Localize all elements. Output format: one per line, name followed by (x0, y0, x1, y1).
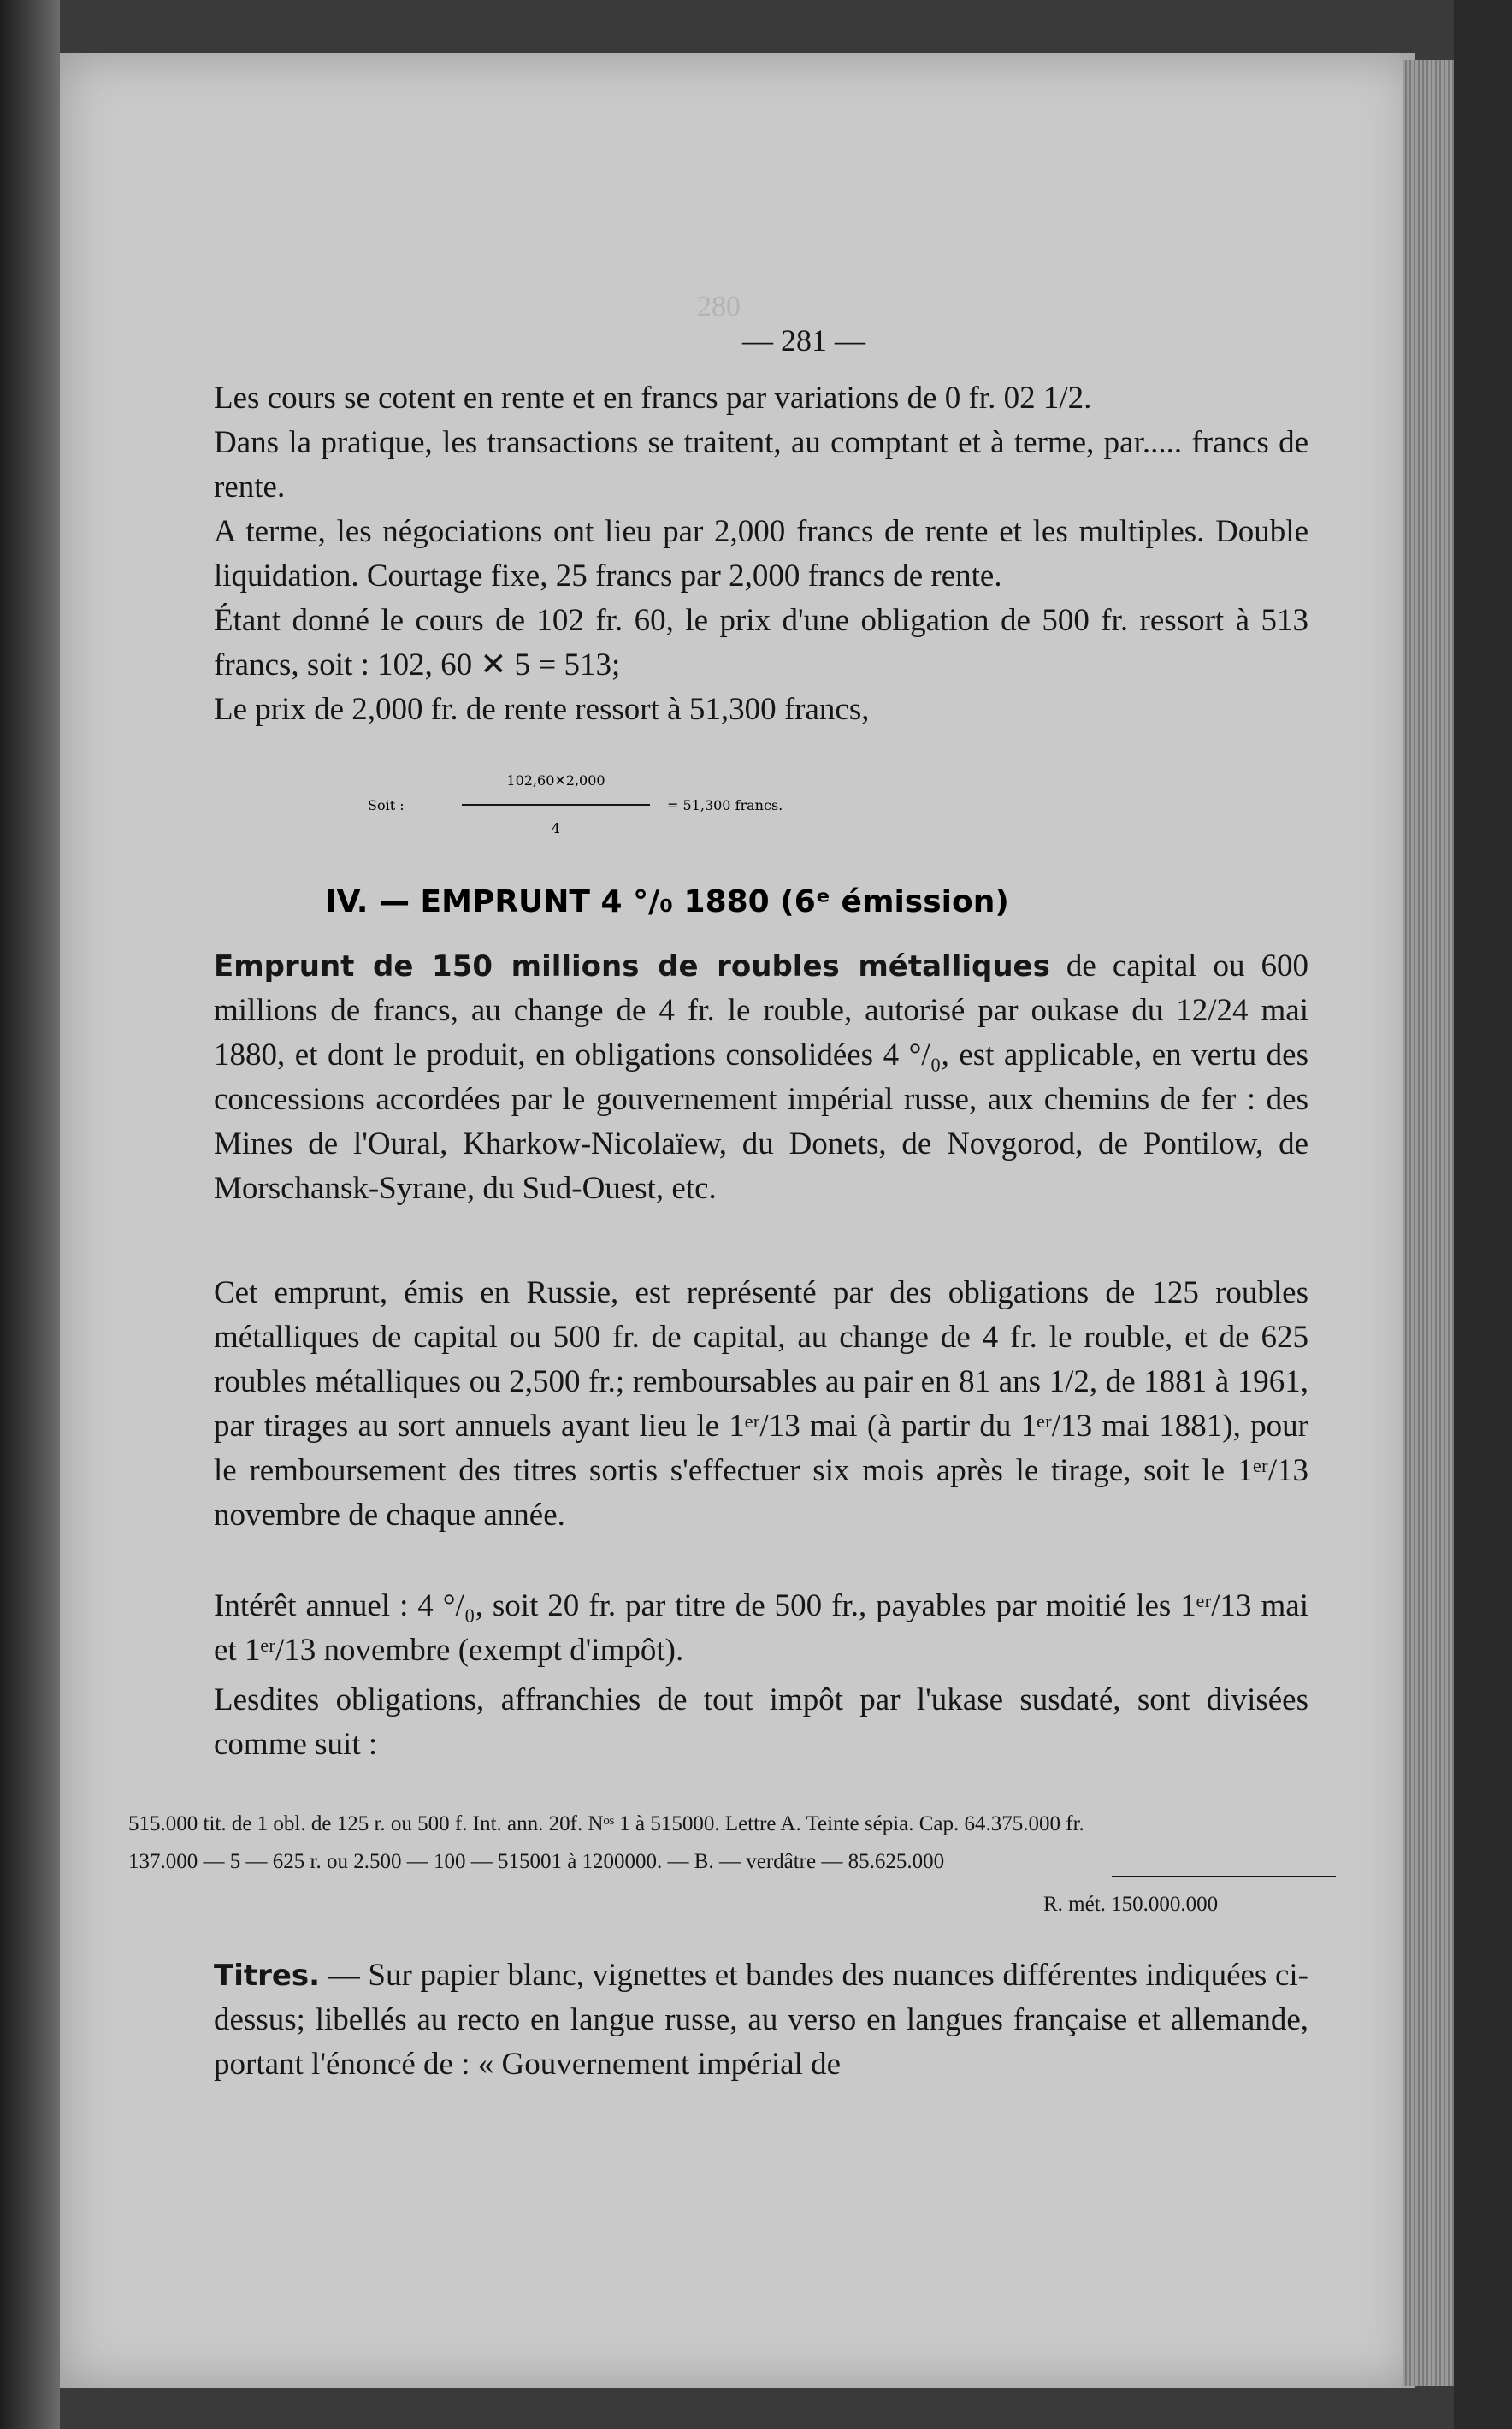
paragraph-emprunt (214, 944, 1308, 1211)
paragraph-cotation: Les cours se cotent en rente et en francs par variations de 0 fr. 02 1/2. (214, 381, 1092, 416)
titres-label: Titres. (214, 1959, 321, 1993)
titres-text: — Sur papier blanc, vignettes et bandes des nuances différentes indiquées ci-dessus; libellés au recto en langue russe, au verso en langues française et allemande, portant l'énoncé de : « Gouvernement impérial de (214, 1958, 1308, 2082)
adjacent-page-edge (0, 0, 60, 2429)
formula-soit: Soit : (368, 797, 405, 813)
fraction-bar (462, 804, 650, 806)
paragraph-prix-rente: Le prix de 2,000 fr. de rente ressort à 51,300 francs, (214, 692, 870, 727)
page-edge-stack (1403, 60, 1454, 2386)
section-heading: IV. — EMPRUNT 4 °/₀ 1880 (6ᵉ émission) (325, 884, 1009, 919)
paragraph-cours: Étant donné le cours de 102 fr. 60, le prix d'une obligation de 500 fr. ressort à 513 francs, soit : 102, 60 ✕ 5 = 513; (214, 603, 1308, 683)
formula-result: = 51,300 francs. (667, 797, 783, 813)
book-page (60, 53, 1415, 2388)
paragraph-titres (214, 1953, 1308, 2087)
table-total: R. mét. 150.000.000 (1043, 1893, 1219, 1916)
formula-fraction (462, 761, 650, 848)
table-row: 515.000 tit. de 1 obl. de 125 r. ou 500 f. Int. ann. 20f. Nᵒˢ 1 à 515000. Lettre A. Teinte sépia. Cap. 64.375.000 fr. (128, 1812, 1084, 1835)
bleed-through-page-number: 280 (697, 291, 741, 322)
formula-denominator: 4 (551, 820, 561, 836)
formula (368, 761, 1137, 855)
paragraph-terme: A terme, les négociations ont lieu par 2,000 francs de rente et les multiples. Double liquidation. Courtage fixe, 25 francs par 2,000 francs de rente. (214, 514, 1308, 594)
emprunt-lead-rest: de capital ou 600 millions de francs, au change de 4 fr. le rouble, autorisé par oukase du 12/24 mai 1880, et dont le produit, en obligations consolidées 4 °/₀, est applicable, en vertu des concessions accordées par le gouvernement impérial russe, aux chemins de fer : des Mines de l'Oural, Kharkow-Nicolaïew, du Donets, de Novgorod, de Pontilow, de Morschansk-Syrane, du Sud-Ouest, etc. (214, 949, 1308, 1206)
paragraph-obligations: Cet emprunt, émis en Russie, est représenté par des obligations de 125 roubles métalliques de capital ou 500 fr. de capital, au change de 4 fr. le rouble, et de 625 roubles métalliques ou 2,500 fr.; remboursables au pair en 81 ans 1/2, de 1881 à 1961, par tirages au sort annuels ayant lieu le 1ᵉʳ/13 mai (à partir du 1ᵉʳ/13 mai 1881), pour le remboursement des titres sortis s'effectuer six mois après le tirage, soit le 1ᵉʳ/13 novembre de chaque année. (214, 1275, 1308, 1533)
table-row: 137.000 — 5 — 625 r. ou 2.500 — 100 — 515001 à 1200000. — B. — verdâtre — 85.625.000 (128, 1850, 945, 1873)
paragraph-divisions: Lesdites obligations, affranchies de tout impôt par l'ukase susdaté, sont divisées comme suit : (214, 1682, 1308, 1762)
emprunt-lead-bold: Emprunt de 150 millions de roubles métalliques (214, 949, 1050, 984)
background-right (1454, 0, 1512, 2429)
total-rule (1112, 1876, 1336, 1877)
page-number: — 281 — (742, 323, 865, 358)
paragraph-interet: Intérêt annuel : 4 °/₀, soit 20 fr. par titre de 500 fr., payables par moitié les 1ᵉʳ/13 mai et 1ᵉʳ/13 novembre (exempt d'impôt). (214, 1588, 1308, 1668)
formula-numerator: 102,60✕2,000 (506, 772, 605, 789)
paragraph-pratique: Dans la pratique, les transactions se traitent, au comptant et à terme, par..... francs de rente. (214, 425, 1308, 505)
